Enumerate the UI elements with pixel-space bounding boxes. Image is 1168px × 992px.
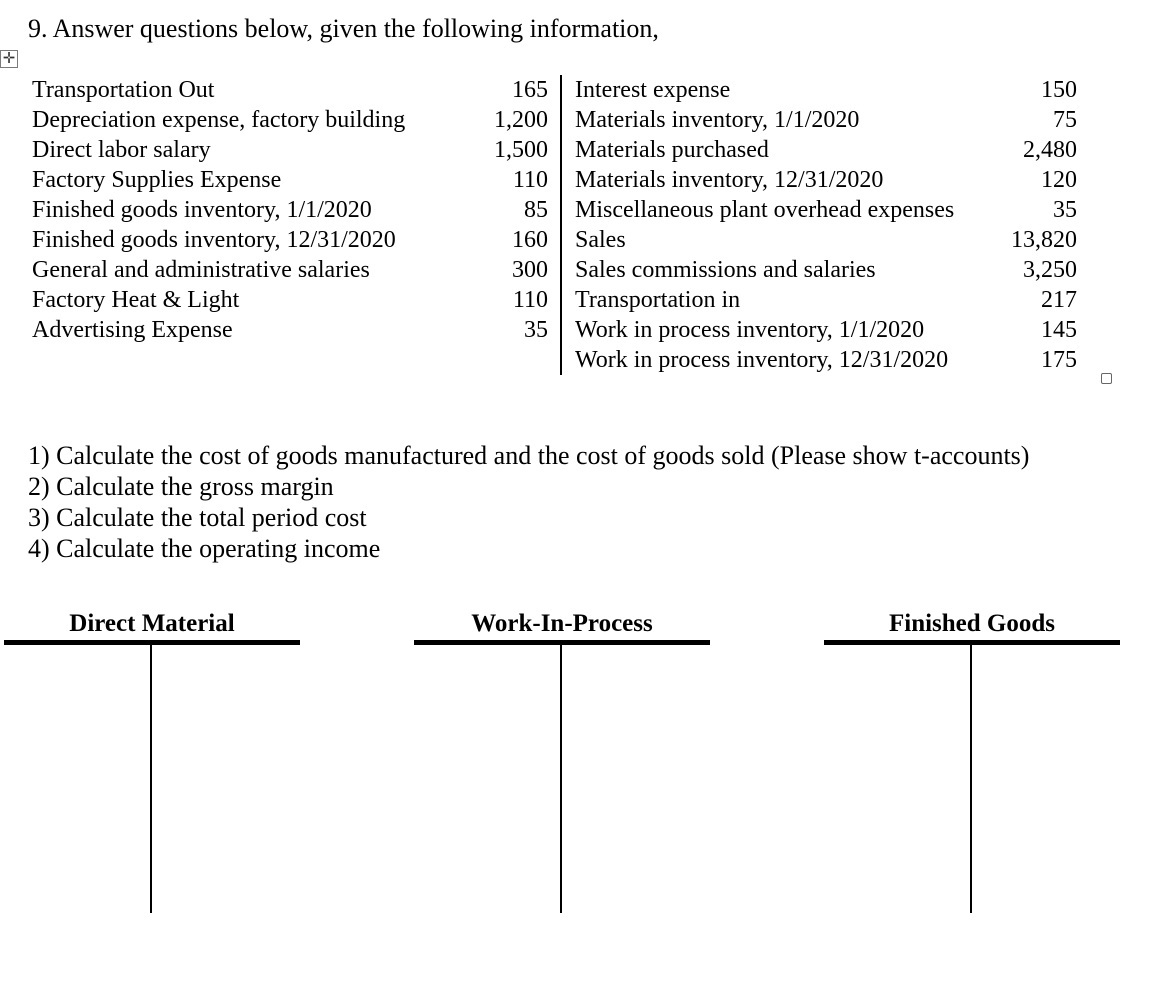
left-item-label: Finished goods inventory, 1/1/2020 — [32, 197, 372, 223]
right-item-value: 2,480 — [1023, 137, 1077, 163]
left-item-value-empty — [488, 345, 561, 375]
table-row — [32, 225, 1077, 255]
t-account-top-bar — [4, 640, 300, 645]
right-item-label: Work in process inventory, 1/1/2020 — [561, 315, 975, 345]
right-item-value: 35 — [1053, 197, 1077, 223]
left-item-label: Factory Heat & Light — [32, 287, 240, 313]
question-item: 3) Calculate the total period cost — [28, 503, 367, 532]
t-account-work-in-process — [414, 607, 710, 913]
table-row — [32, 165, 1077, 195]
left-item-value: 300 — [512, 257, 548, 283]
t-account-top-bar — [414, 640, 710, 645]
question-heading: 9. Answer questions below, given the following information, — [28, 14, 659, 43]
left-item-label: Depreciation expense, factory building — [32, 107, 406, 133]
right-item-label: Miscellaneous plant overhead expenses — [561, 195, 975, 225]
move-icon[interactable]: ✛ — [0, 50, 18, 68]
table-row — [32, 285, 1077, 315]
left-item-label: Direct labor salary — [32, 137, 211, 163]
right-item-label: Materials purchased — [561, 135, 975, 165]
t-account-direct-material — [4, 607, 300, 913]
t-account-top-bar — [824, 640, 1120, 645]
table-row — [32, 135, 1077, 165]
right-item-label: Interest expense — [561, 75, 975, 105]
t-account-title: Finished Goods — [888, 610, 1056, 637]
left-item-value: 85 — [524, 197, 548, 223]
left-item-label: General and administrative salaries — [32, 257, 370, 283]
right-item-label: Sales — [561, 225, 975, 255]
t-account-stem — [560, 645, 562, 913]
t-account-title: Work-In-Process — [471, 610, 653, 637]
left-item-label: Factory Supplies Expense — [32, 167, 282, 193]
table-row — [32, 255, 1077, 285]
left-item-value: 1,200 — [494, 107, 548, 133]
left-item-label: Advertising Expense — [32, 317, 233, 343]
table-row — [32, 345, 1077, 375]
left-item-value: 110 — [512, 167, 548, 193]
right-item-value: 75 — [1053, 107, 1077, 133]
right-item-value: 150 — [1041, 77, 1077, 103]
left-item-value: 165 — [512, 77, 548, 103]
t-account-stem — [970, 645, 972, 913]
left-item-label: Finished goods inventory, 12/31/2020 — [32, 227, 396, 253]
right-item-label: Materials inventory, 1/1/2020 — [561, 105, 975, 135]
left-item-value: 110 — [512, 287, 548, 313]
data-table — [32, 75, 1077, 375]
resize-handle-icon[interactable] — [1101, 373, 1112, 384]
left-item-label-empty — [32, 345, 488, 375]
right-item-label: Work in process inventory, 12/31/2020 — [561, 345, 975, 375]
table-row — [32, 195, 1077, 225]
right-item-value: 120 — [1041, 167, 1077, 193]
table-row — [32, 105, 1077, 135]
left-item-label: Transportation Out — [32, 77, 215, 103]
t-account-finished-goods — [824, 607, 1120, 913]
right-item-label: Transportation in — [561, 285, 975, 315]
right-item-label: Materials inventory, 12/31/2020 — [561, 165, 975, 195]
t-account-stem — [150, 645, 152, 913]
right-item-value: 145 — [1041, 317, 1077, 343]
t-account-title: Direct Material — [69, 610, 235, 637]
right-item-value: 3,250 — [1023, 257, 1077, 283]
right-item-value: 13,820 — [1011, 227, 1077, 253]
left-item-value: 35 — [524, 317, 548, 343]
question-item: 1) Calculate the cost of goods manufactured and the cost of goods sold (Please show t-accounts) — [28, 441, 1030, 470]
left-item-value: 1,500 — [494, 137, 548, 163]
question-item: 2) Calculate the gross margin — [28, 472, 334, 501]
right-item-value: 217 — [1041, 287, 1077, 313]
right-item-value: 175 — [1041, 347, 1077, 373]
left-item-value: 160 — [512, 227, 548, 253]
right-item-label: Sales commissions and salaries — [561, 255, 975, 285]
table-row — [32, 75, 1077, 105]
question-item: 4) Calculate the operating income — [28, 534, 381, 563]
table-row — [32, 315, 1077, 345]
question-list — [28, 440, 1029, 564]
